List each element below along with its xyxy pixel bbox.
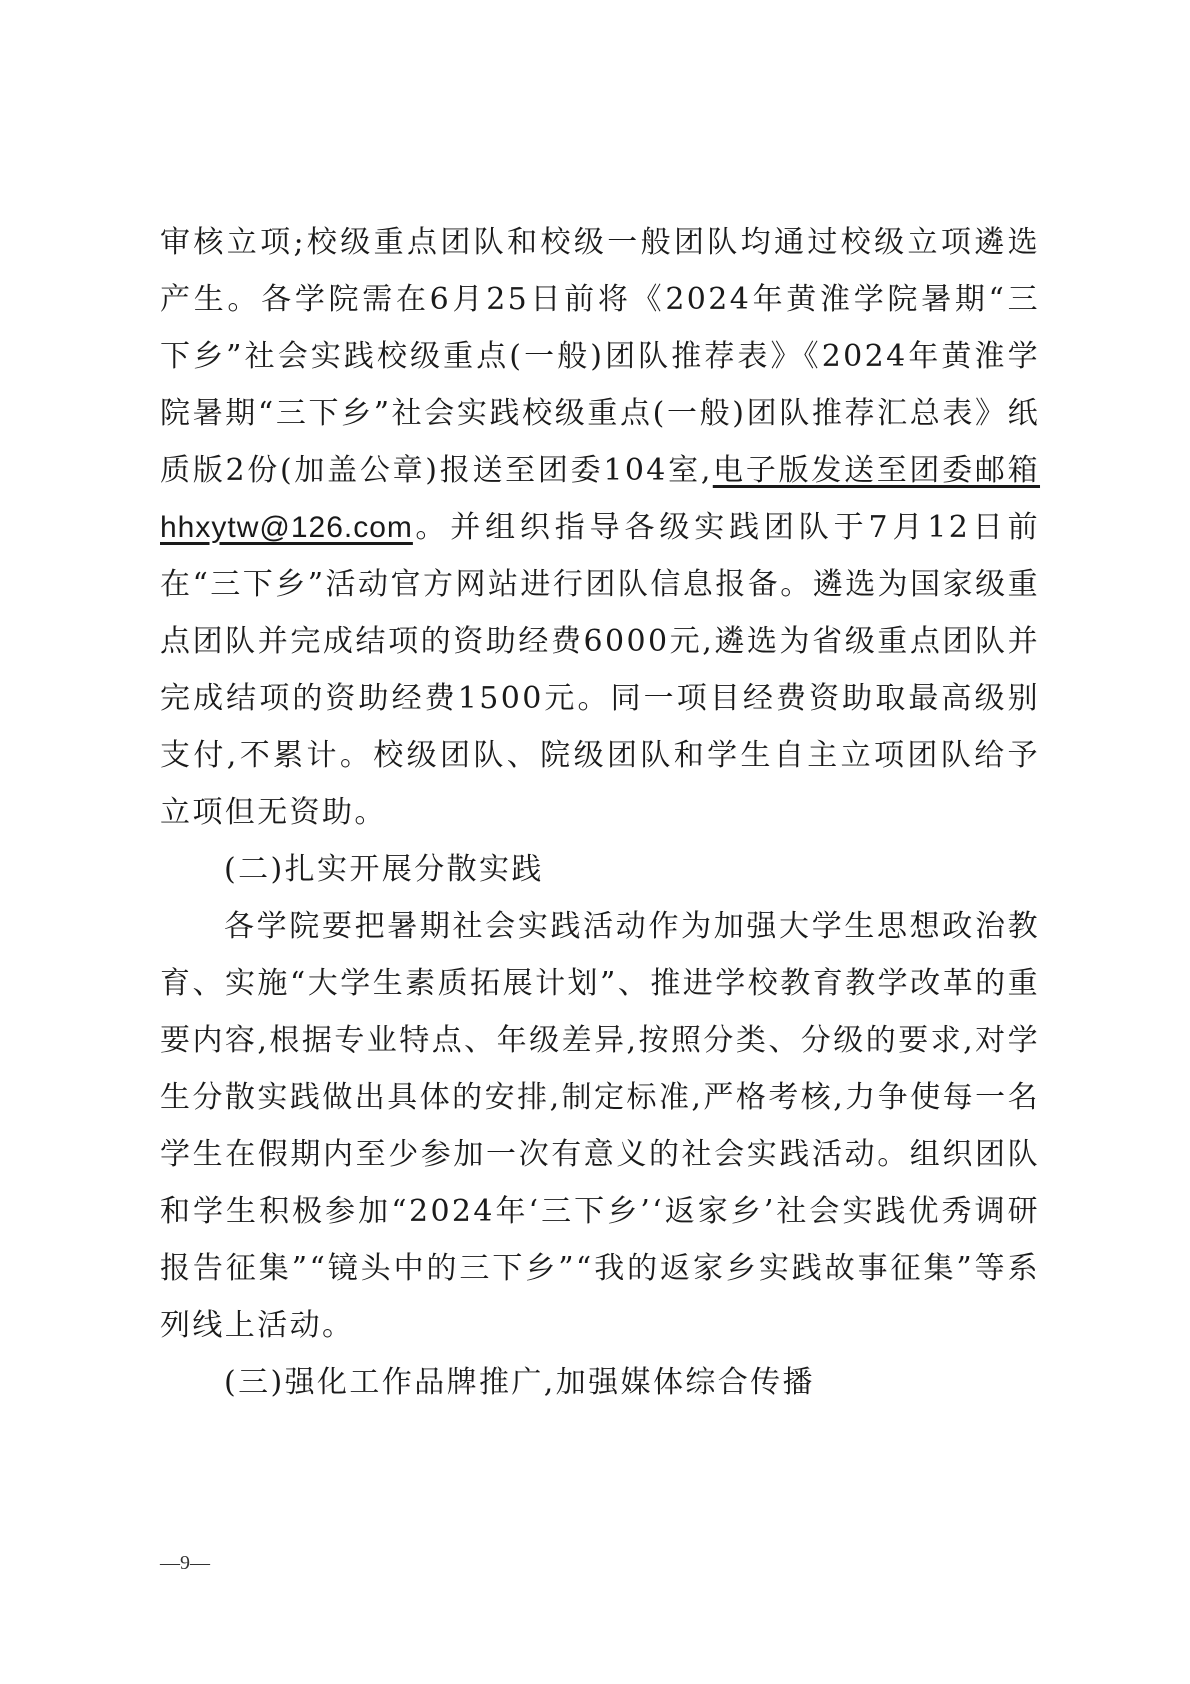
paragraph-text: 。并组织指导各级实践团队于7月12日前在“三下乡”活动官方网站进行团队信息报备。遴选为国家级重点团队并完成结项的资助经费6000元,遴选为省级重点团队并完成结项的资助经费1500元。同一项目经费资助取最高级别支付,不累计。校级团队、院级团队和学生自主立项团队给予立项但无资助。 [160, 510, 1040, 830]
section-heading: (三)强化工作品牌推广,加强媒体综合传播 [224, 1365, 815, 1400]
body-paragraph: 各学院要把暑期社会实践活动作为加强大学生思想政治教育、实施“大学生素质拓展计划”、推进学校教育教学改革的重要内容,根据专业特点、年级差异,按照分类、分级的要求,对学生分散实践做出具体的安排,制定标准,严格考核,力争使每一名学生在假期内至少参加一次有意义的社会实践活动。组织团队和学生积极参加“2024年‘三下乡’‘返家乡’社会实践优秀调研报告征集”“镜头中的三下乡”“我的返家乡实践故事征集”等系列线上活动。 [160, 909, 1040, 1343]
page-number: —9— [160, 1552, 210, 1574]
paragraph-text: 审核立项;校级重点团队和校级一般团队均通过校级立项遴选产生。各学院需在6月25日前将《2024年黄淮学院暑期“三下乡”社会实践校级重点(一般)团队推荐表》《2024年黄淮学院暑期“三下乡”社会实践校级重点(一般)团队推荐汇总表》纸质版2份(加盖公章)报送至团委104室, [160, 225, 1040, 488]
email-address: hhxytw@126.com [160, 511, 413, 544]
section-heading: (二)扎实开展分散实践 [224, 852, 544, 887]
email-instruction-text: 电子版发送至团委邮箱 [712, 453, 1041, 488]
body-paragraph [160, 214, 1040, 841]
document-body [160, 214, 1040, 1411]
